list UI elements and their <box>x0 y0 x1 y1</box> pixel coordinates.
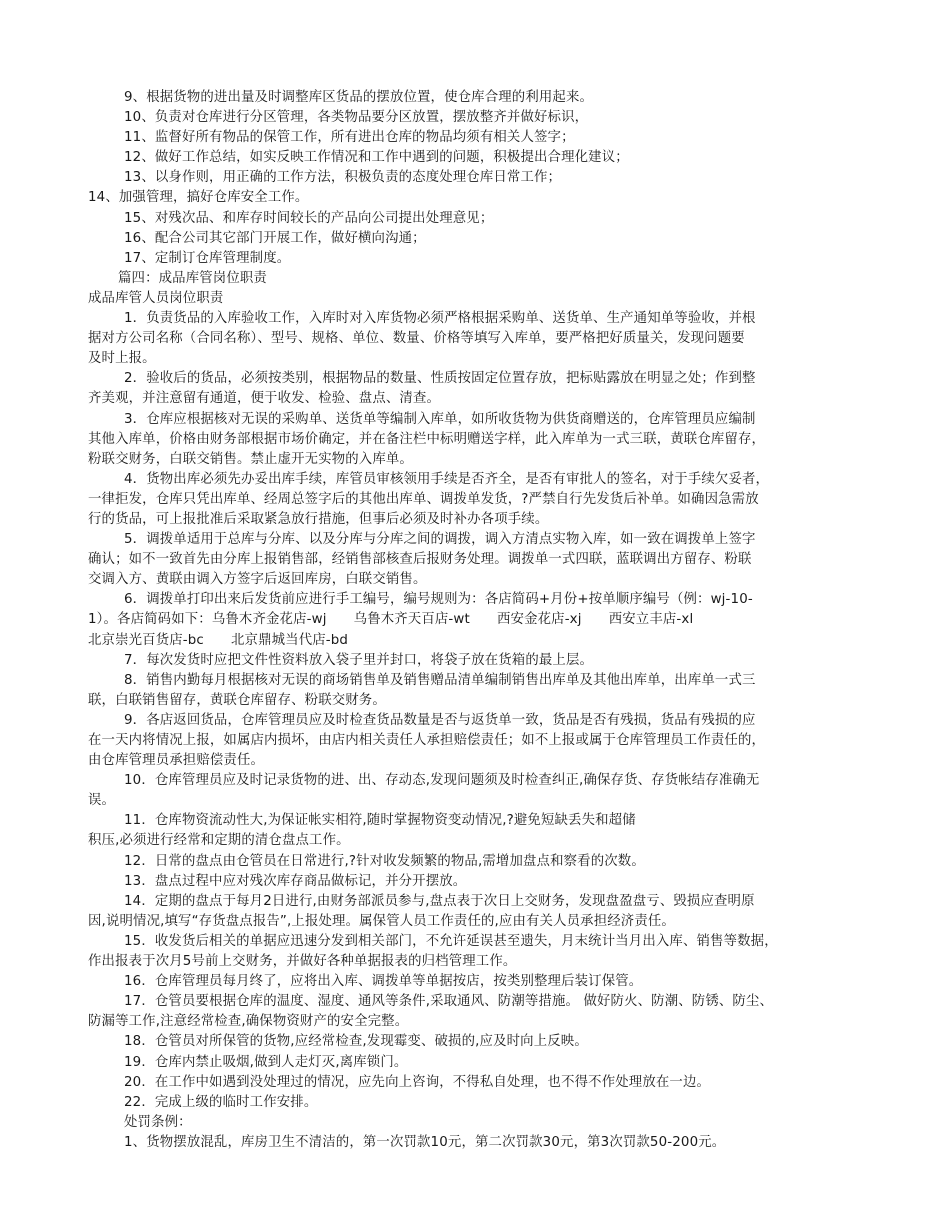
text-line: 9、根据货物的进出量及时调整库区货品的摆放位置，使仓库合理的利用起来。 <box>124 90 594 105</box>
text-line: 7．每次发货时应把文件性资料放入袋子里并封口，将袋子放在货箱的最上层。 <box>124 652 594 668</box>
text-line: 16、配合公司其它部门开展工作，做好横向沟通； <box>124 230 426 246</box>
text-line: 15、对残次品、和库存时间较长的产品向公司提出处理意见； <box>124 210 494 226</box>
text-line: 因,说明情况,填写“存货盘点报告”,上报处理。属保管人员工作责任的,应由有关人员承担经济责任。 <box>88 913 675 929</box>
text-line: 篇四：成品库管岗位职责 <box>118 270 267 286</box>
text-line: 12．日常的盘点由仓管员在日常进行,?针对收发频繁的物品,需增加盘点和察看的次数。 <box>124 853 645 869</box>
text-line: 14、加强管理，搞好仓库安全工作。 <box>88 190 309 206</box>
text-line: 18．仓管员对所保管的货物,应经常检查,发现霉变、破损的,应及时向上反映。 <box>124 1034 588 1050</box>
text-line: 及时上报。 <box>88 351 156 367</box>
text-line: 4．货物出库必须先办妥出库手续，库管员审核领用手续是否齐全，是否有审批人的签名，对于手续欠妥者， <box>124 471 770 487</box>
text-line: 成品库管人员岗位职责 <box>88 290 224 306</box>
text-line: 20．在工作中如遇到没处理过的情况，应先向上咨询，不得私自处理，也不得不作处理放在一边。 <box>124 1074 711 1090</box>
text-line: 6．调拨单打印出来后发货前应进行手工编号，编号规则为：各店简码+月份+按单顺序编号（例：wj-10- <box>124 592 753 608</box>
document-body <box>88 88 863 1153</box>
text-line: 19．仓库内禁止吸烟,做到人走灯灭,离库锁门。 <box>124 1054 408 1070</box>
text-line: 齐美观，并注意留有通道，便于收发、检验、盘点、清查。 <box>88 391 441 407</box>
text-line: 确认；如不一致首先由分库上报销售部，经销售部核查后报财务处理。调拨单一式四联，蓝联调出方留存、粉联 <box>88 552 752 568</box>
text-line: 联，白联销售留存，黄联仓库留存、粉联交财务。 <box>88 692 386 708</box>
text-line: 交调入方、黄联由调入方签字后返回库房，白联交销售。 <box>88 572 427 588</box>
text-line: 13、以身作则，用正确的工作方法，积极负责的态度处理仓库日常工作； <box>124 170 562 186</box>
text-line: 9．各店返回货品，仓库管理员应及时检查货品数量是否与返货单一致，货品是否有残损，货品有残损的应 <box>124 712 756 728</box>
text-line: 防漏等工作,注意经常检查,确保物资财产的安全完整。 <box>88 1014 409 1030</box>
text-line: 5．调拨单适用于总库与分库、以及分库与分库之间的调拨，调入方清点实物入库，如一致在调拨单上签字 <box>124 532 756 548</box>
text-line: 17．仓管员要根据仓库的温度、湿度、通风等条件,采取通风、防潮等措施。 做好防火、防潮、防锈、防尘、 <box>124 994 774 1010</box>
text-line: 11、监督好所有物品的保管工作，所有进出仓库的物品均须有相关人签字； <box>124 130 575 146</box>
text-line: 其他入库单，价格由财务部根据市场价确定，并在备注栏中标明赠送字样，此入库单为一式三联，黄联仓库留存， <box>88 431 766 447</box>
text-line: 1．负责货品的入库验收工作，入库时对入库货物必须严格根据采购单、送货单、生产通知单等验收，并根 <box>124 311 756 327</box>
text-line: 由仓库管理员承担赔偿责任。 <box>88 753 265 769</box>
text-line: 16．仓库管理员每月终了，应将出入库、调拨单等单据按店，按类别整理后装订保管。 <box>124 974 643 990</box>
text-line: 粉联交财务，白联交销售。禁止虚开无实物的入库单。 <box>88 451 413 467</box>
text-line: 处罚条例： <box>124 1114 192 1130</box>
text-line: 行的货品，可上报批准后采取紧急放行措施，但事后必须及时补办各项手续。 <box>88 511 549 527</box>
text-line: 2．验收后的货品，必须按类别，根据物品的数量、性质按固定位置存放，把标贴露放在明显之处；作到整 <box>124 371 756 387</box>
text-line: 北京崇光百货店-bc 北京鼎城当代店-bd <box>88 632 349 648</box>
text-line: 11．仓库物资流动性大,为保证帐实相符,随时掌握物资变动情况,?避免短缺丢失和超储 <box>124 813 636 829</box>
text-line: 在一天内将情况上报，如属店内损坏，由店内相关责任人承担赔偿责任；如不上报或属于仓库管理员工作责任的， <box>88 733 766 748</box>
text-line: 作出报表于次月5号前上交财务，并做好各种单据报表的归档管理工作。 <box>88 954 517 970</box>
text-line: 8．销售内勤每月根据核对无误的商场销售单及销售赠品清单编制销售出库单及其他出库单，出库单一式三 <box>124 672 756 688</box>
text-line: 17、定制订仓库管理制度。 <box>124 250 291 266</box>
text-line: 1、货物摆放混乱，库房卫生不清洁的，第一次罚款10元，第二次罚款30元，第3次罚款50-200元。 <box>124 1134 726 1150</box>
text-line: 一律拒发，仓库只凭出库单、经周总签字后的其他出库单、调拨单发货，?严禁自行先发货后补单。如确因急需放 <box>88 491 759 507</box>
text-line: 10．仓库管理员应及时记录货物的进、出、存动态,发现问题须及时检查纠正,确保存货、存货帐结存准确无 <box>124 773 760 789</box>
text-line: 15．收发货后相关的单据应迅速分发到相关部门，不允许延误甚至遗失，月末统计当月出入库、销售等数据， <box>124 933 778 949</box>
text-line: 1）。各店简码如下：乌鲁木齐金花店-wj 乌鲁木齐天百店-wt 西安金花店-xj 西安立丰店-xl <box>88 612 694 628</box>
text-line: 12、做好工作总结，如实反映工作情况和工作中遇到的问题，积极提出合理化建议； <box>124 150 629 166</box>
text-line: 3．仓库应根据核对无误的采购单、送货单等编制入库单，如所收货物为供货商赠送的，仓库管理员应编制 <box>124 411 756 427</box>
text-line: 14．定期的盘点于每月2日进行,由财务部派员参与,盘点表于次日上交财务，发现盘盈盘亏、毁损应查明原 <box>124 893 755 909</box>
text-line: 误。 <box>88 793 116 809</box>
text-line: 10、负责对仓库进行分区管理，各类物品要分区放置，摆放整齐并做好标识， <box>124 110 589 126</box>
text-line: 积压,必须进行经常和定期的清仓盘点工作。 <box>88 833 350 849</box>
text-line: 13．盘点过程中应对残次库存商品做标记，并分开摆放。 <box>124 873 467 889</box>
text-line: 22．完成上级的临时工作安排。 <box>124 1094 318 1110</box>
text-line: 据对方公司名称（合同名称）、型号、规格、单位、数量、价格等填写入库单，要严格把好质量关，发现问题要 <box>88 331 745 347</box>
